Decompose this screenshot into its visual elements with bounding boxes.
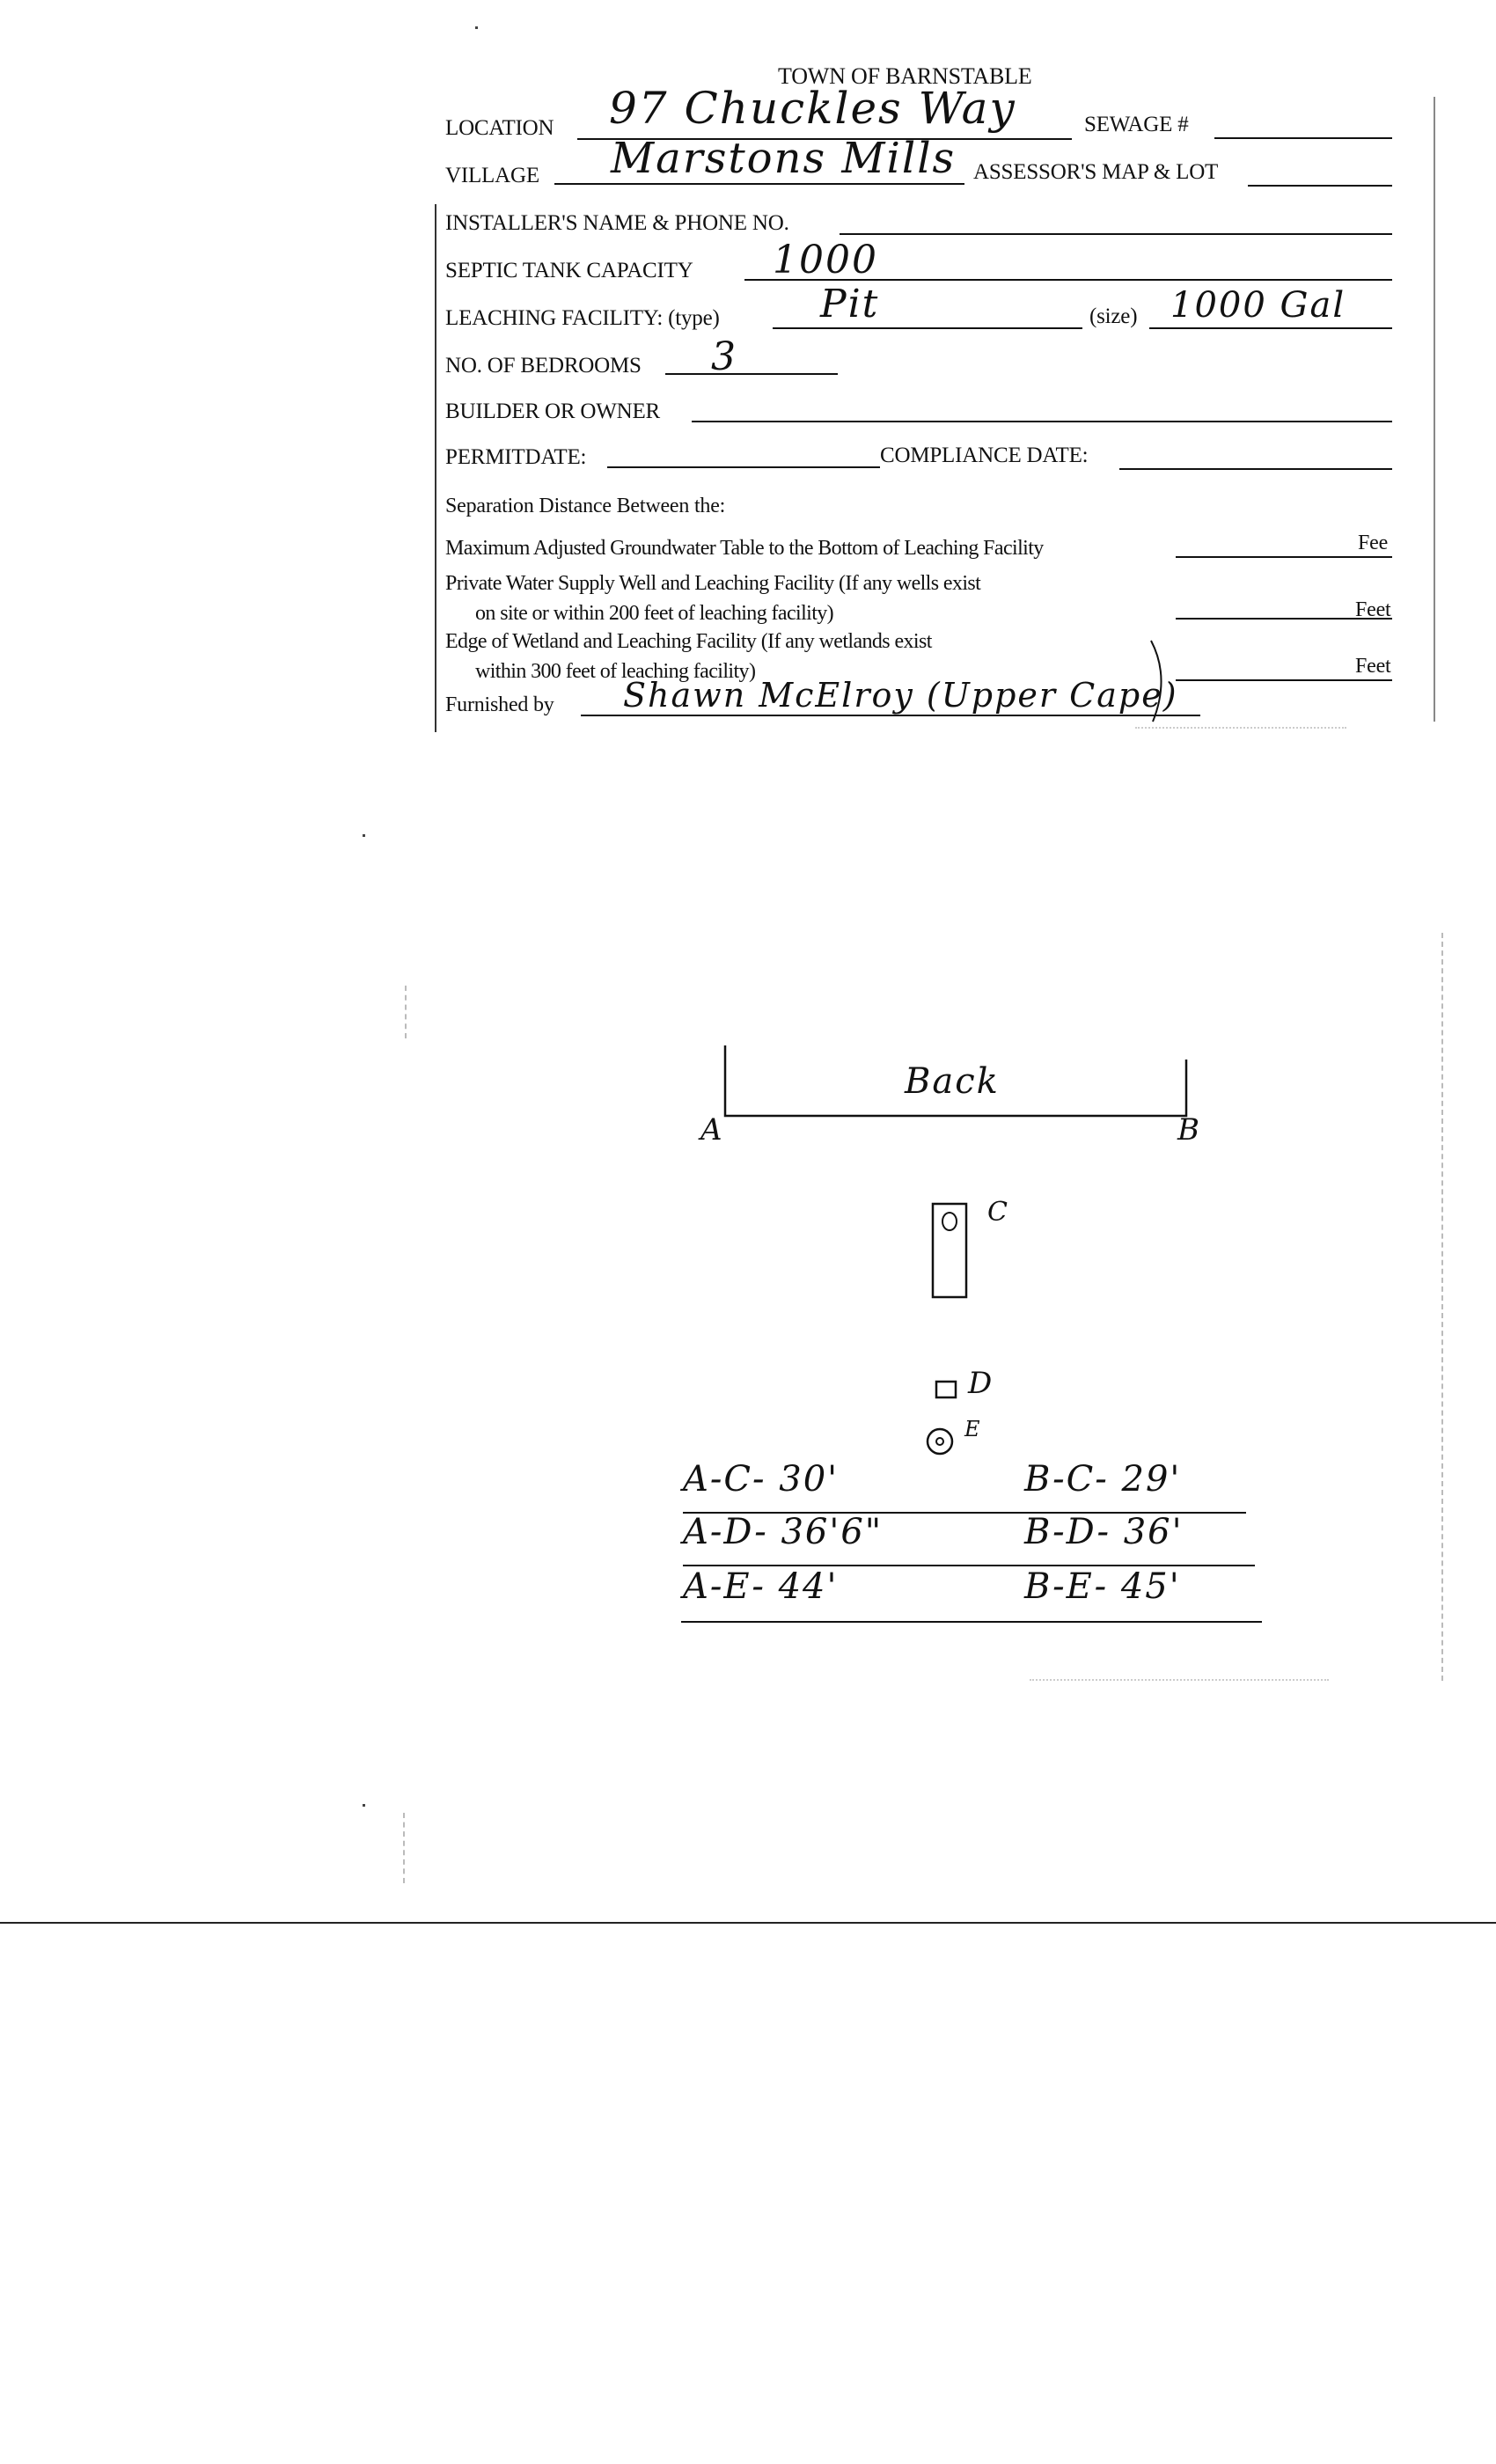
- septic-value[interactable]: 1000: [773, 238, 878, 282]
- wetland-line1: Edge of Wetland and Leaching Facility (If any wetlands exist: [445, 630, 932, 653]
- sewage-label: SEWAGE #: [1084, 113, 1189, 136]
- wetland-unit: Feet: [1355, 655, 1391, 678]
- measurement-b-e: B-E- 45': [1024, 1566, 1181, 1607]
- town-title: TOWN OF BARNSTABLE: [778, 63, 1032, 89]
- bedrooms-line: [665, 373, 838, 375]
- sketch-bottom-scan-line: [1030, 1679, 1329, 1681]
- point-a-label: A: [700, 1112, 724, 1148]
- form-bottom-scan-line: [1135, 727, 1346, 729]
- compliance-date-label: COMPLIANCE DATE:: [880, 444, 1089, 467]
- measurement-a-e: A-E- 44': [683, 1566, 839, 1607]
- form-left-border: [435, 204, 436, 732]
- page-bottom-edge: [0, 1922, 1496, 1924]
- separation-heading: Separation Distance Between the:: [445, 495, 726, 517]
- scan-artifact-left: [405, 986, 407, 1038]
- scan-dot-1: [475, 26, 478, 29]
- leaching-type-value[interactable]: Pit: [820, 282, 880, 326]
- permit-date-line: [607, 466, 880, 468]
- wetland-line2: within 300 feet of leaching facility): [475, 660, 756, 683]
- size-label: (size): [1089, 304, 1138, 328]
- installer-line: [840, 233, 1392, 235]
- private-well-unit: Feet: [1355, 598, 1391, 621]
- furnished-line: [581, 715, 1200, 716]
- distribution-box-d: [936, 1382, 956, 1397]
- size-value[interactable]: 1000 Gal: [1170, 285, 1346, 326]
- leaching-label: LEACHING FACILITY: (type): [445, 306, 720, 330]
- septic-tank-c: [933, 1204, 966, 1297]
- builder-line: [692, 421, 1392, 422]
- permit-date-label: PERMITDATE:: [445, 445, 587, 469]
- village-label: VILLAGE: [445, 164, 539, 187]
- private-well-line2: on site or within 200 feet of leaching facility): [475, 602, 834, 625]
- back-label: Back: [905, 1061, 1000, 1102]
- compliance-date-line: [1119, 468, 1392, 470]
- location-label: LOCATION: [445, 116, 554, 140]
- sewage-line: [1214, 137, 1392, 139]
- measurement-b-c: B-C- 29': [1024, 1459, 1182, 1500]
- groundwater-label: Maximum Adjusted Groundwater Table to the Bottom of Leaching Facility: [445, 537, 1044, 560]
- leaching-type-line: [773, 327, 1082, 329]
- size-line: [1149, 327, 1392, 329]
- wetland-line: [1176, 679, 1392, 681]
- point-e-label: E: [964, 1417, 982, 1441]
- point-b-label: B: [1177, 1112, 1201, 1148]
- measurement-a-c: A-C- 30': [683, 1459, 840, 1500]
- map-lot-label: ASSESSOR'S MAP & LOT: [973, 160, 1219, 184]
- scan-dot-3: [363, 1804, 365, 1807]
- map-lot-line: [1248, 185, 1392, 187]
- furnished-value[interactable]: Shawn McElroy (Upper Cape): [623, 676, 1178, 715]
- furnished-bracket: [1144, 634, 1179, 730]
- measurement-line-3: [681, 1621, 1262, 1623]
- point-c-label: C: [987, 1197, 1009, 1228]
- tank-c-cover-icon: [942, 1213, 957, 1230]
- scan-artifact-left-2: [403, 1813, 405, 1883]
- page-right-edge: [1441, 933, 1443, 1681]
- measurement-b-d: B-D- 36': [1024, 1512, 1184, 1552]
- point-d-label: D: [968, 1366, 994, 1401]
- groundwater-line: [1176, 556, 1392, 558]
- installer-label: INSTALLER'S NAME & PHONE NO.: [445, 211, 789, 235]
- builder-label: BUILDER OR OWNER: [445, 400, 661, 423]
- village-line: [554, 183, 964, 185]
- form-right-border: [1434, 97, 1435, 722]
- village-value[interactable]: Marstons Mills: [611, 134, 957, 183]
- pit-e-center-icon: [936, 1438, 943, 1445]
- groundwater-unit: Fee: [1358, 532, 1389, 554]
- septic-label: SEPTIC TANK CAPACITY: [445, 259, 693, 282]
- private-well-line1: Private Water Supply Well and Leaching Facility (If any wells exist: [445, 572, 981, 595]
- furnished-label: Furnished by: [445, 693, 554, 716]
- location-value[interactable]: 97 Chuckles Way: [609, 83, 1016, 134]
- bedrooms-value[interactable]: 3: [711, 334, 737, 379]
- measurement-a-d: A-D- 36'6": [683, 1512, 884, 1552]
- bedrooms-label: NO. OF BEDROOMS: [445, 354, 642, 378]
- scan-dot-2: [363, 834, 365, 837]
- pit-e-circle: [928, 1429, 952, 1454]
